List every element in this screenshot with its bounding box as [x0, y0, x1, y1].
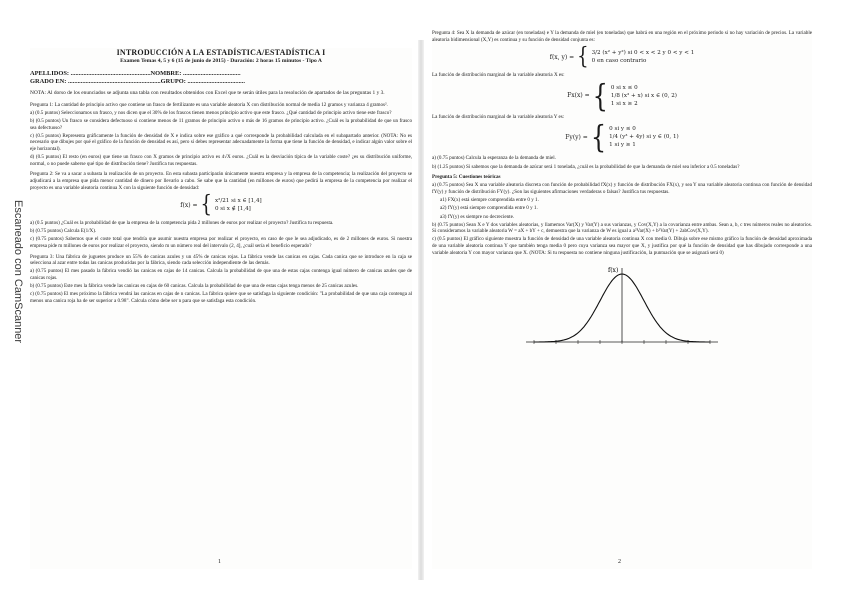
question-3c: c) (0.75 puntos) El mes próximo la fábrica vendrá las canicas en cajas de n canicas. La fábrica quiere que se satisfaga la siguiente condición: "La probabilidad de que una caja contenga al menos una canica roja ha de ser superior a 0.98". Calcula cómo debe ser n para que se satisfaga esta condición.	[30, 291, 412, 304]
book-spine-shadow	[418, 40, 424, 580]
formula-case: 0 en caso contrario	[591, 58, 647, 65]
joint-density-formula	[432, 42, 812, 71]
formula-case: 0 si x ≤ 0	[610, 84, 638, 91]
formula-case: x²/21 si x ∈ [1,4]	[214, 198, 262, 205]
question-1c: c) (0.5 puntos) Representa gráficamente la función de densidad de X e indica sobre ese gráfico a qué corresponde la probabilidad calculada en el subapartado anterior. (NOTA: No es necesario que dibujes por qué el gráfico de la función de densidad es así, pero sí debes representar adecuadamente la forma que tiene la función de densidad, e indicar algún valor sobre el eje horizontal).	[30, 132, 412, 152]
question-5a: a) (0.75 puntos) Sea X una variable aleatoria discreta con función de probabilidad fX(x) y función de distribución FX(x), y sea Y una variable aleatoria continua con función de densidad fY(y) y función de distribución FY(y). ¿Son las siguientes afirmaciones verdaderas o falsas? Justifica tus respuestas.	[432, 182, 812, 195]
brace-symbol: {	[200, 190, 212, 219]
formula-case: 0 si y ≤ 0	[609, 126, 636, 133]
question-1-intro: Pregunta 1: La cantidad de principio activo que contiene un frasco de fertilizante es una variable aleatoria X con distribución normal de media 12 gramos y varianza 4 gramos².	[30, 101, 388, 108]
formula-lhs: Fy(y) =	[565, 133, 588, 141]
question-3-intro: Pregunta 3: Una fábrica de juguetes produce un 55% de canicas azules y un 45% de canicas rojas. La fábrica vende las canicas en cajas. Cada canica que se introduce en la caja se selecciona al azar entre todas las canicas producidas por la fábrica, siendo cada selección independiente de las demás.	[30, 253, 412, 267]
exam-page-1	[30, 48, 412, 569]
formula-cases	[611, 84, 677, 108]
question-2-intro: Pregunta 2: Se va a sacar a subasta la realización de un proyecto. En esta subasta participarán únicamente nuestra empresa y la empresa de la competencia; la realización del proyecto se adjudicará a la empresa que pida menor cantidad de dinero por llevarlo a cabo. Se sabe que la cantidad (en millones de euros) que pedirá la empresa de la competencia por realizar el proyecto es una variable aleatoria continua X con la siguiente función de densidad:	[30, 171, 412, 191]
formula-lhs: Fx(x) =	[567, 92, 590, 100]
question-5b: b) (0.75 puntos) Sean X e Y dos variables aleatorias, y llamemos Var(X) y Var(Y) a sus varianzas, y Cov(X,Y) a la covarianza entre ambas. Sean a, b, c tres números reales no aleatorios. Si consideramos la variable aleatoria W = aX + bY + c, demuestra que la varianza de W es igual a a²Var(X) + b²Var(Y) + 2abCov(X,Y).	[432, 221, 812, 235]
question-4a: a) (0.75 puntos) Calcula la esperanza de la demanda de miel.	[432, 155, 556, 162]
page-number: 1	[218, 559, 221, 565]
marginal-y-formula	[432, 119, 812, 156]
question-1b: b) (0.5 puntos) Un frasco se considera defectuoso si contiene menos de 11 gramos de principio activo o más de 16 gramos de principio activo. ¿Cuál es la probabilidad de que un frasco sea defectuoso?	[30, 117, 412, 131]
formula-case: 1 si x ≥ 2	[610, 100, 638, 107]
question-1a: a) (0.5 puntos) Seleccionamos un frasco, y nos dicen que el 30% de los frascos tienen menos principio activo que este frasco. ¿Qué cantidad de principio activo tiene este frasco?	[30, 109, 392, 116]
question-3a: a) (0.75 puntos) El mes pasado la fábrica vendió las canicas en cajas de 14 canicas. Calcula la probabilidad de que una de estas cajas contenga igual número de canicas azules que de canicas rojas.	[30, 268, 412, 282]
formula-lhs: f(x) =	[180, 201, 198, 209]
density-graph	[522, 262, 722, 354]
graph-y-label: f(x)	[608, 267, 619, 275]
formula-case: 3/2 (x² + y²) si 0 < x < 2 y 0 < y < 1	[591, 50, 695, 57]
question-5c: c) (0.5 puntos) El gráfico siguiente muestra la función de densidad de una variable aleatoria continua X con media 0. Dibuja sobre ese mismo gráfico la función de densidad aproximada de una variable aleatoria continua Y que también tenga media 0 pero cuya varianza sea mayor que X, y justifica por qué la función de densidad que has dibujado corresponde a una variable aleatoria Y con mayor varianza que X. (NOTA: Si tu respuesta no contiene ninguna justificación, la puntuación que se asignará será 0)	[432, 236, 812, 256]
question-2b: b) (0.75 puntos) Calcula E(1/X).	[30, 228, 97, 235]
brace-symbol: {	[577, 42, 589, 71]
question-1d: d) (0.5 puntos) El resto (en euros) que tiene un frasco con X gramos de principio activo es 4√X euros. ¿Cuál es la desviación típica de la variable coste? ¿es su distribución uniforme, normal, o no puede saberse qué tipo de distribución tiene? Justifica tus respuestas.	[30, 154, 412, 167]
page-number: 2	[618, 559, 621, 565]
question-5-intro: Pregunta 5: Cuestiones teóricas	[432, 174, 501, 181]
marginal-y-intro: La función de distribución marginal de la variable aleatoria Y es:	[432, 113, 565, 120]
exam-title: INTRODUCCIÓN A LA ESTADÍSTICA/ESTADÍSTICA I	[116, 48, 326, 57]
exam-subtitle: Examen Temas 4, 5 y 6 (15 de junio de 2015) - Duración: 2 horas 15 minutos - Tipo A	[120, 58, 322, 64]
question-5a3: a3) fY(y) es siempre no decreciente.	[440, 213, 515, 220]
formula-case: 1/8 (x³ + x) si x ∈ (0, 2)	[610, 92, 677, 99]
question-5a1: a1) FX(x) está siempre comprendida entre 0 y 1.	[440, 197, 539, 204]
density-formula-q2	[30, 190, 412, 219]
brace-symbol: {	[592, 77, 608, 114]
question-5a2: a2) fY(y) está siempre comprendida entre 0 y 1.	[440, 205, 538, 212]
question-2c: c) (0.75 puntos) Sabemos que el coste total que tendría que asumir nuestra empresa por realizar el proyecto, en caso de que le sea adjudicado, es de 2 millones de euros. Si nuestra empresa pide m millones de euros por realizar el proyecto, siendo m un número real del intervalo (2, 4], ¿cuál sería el beneficio esperado?	[30, 236, 412, 250]
question-4-intro: Pregunta 4: Sea X la demanda de azúcar (en toneladas) e Y la demanda de miel (en toneladas) que habrá en una región en el próximo periodo si no hay variación de precios. La variable aleatoria bidimensional (X,Y) es continua y su función de densidad conjunta es:	[432, 30, 812, 43]
exam-note: NOTA: Al dorso de los enunciados se adjunta una tabla con resultados obtenidos con Excel que te serán útiles para la resolución de apartados de las preguntas 1 y 3.	[30, 90, 385, 96]
brace-symbol: {	[590, 119, 607, 156]
question-4b: b) (1.25 puntos) Si sabemos que la demanda de azúcar será 1 tonelada, ¿cuál es la probabilidad de que la demanda de miel sea inferior a 0.5 toneladas?	[432, 163, 740, 170]
formula-case: 0 si x ∉ [1,4]	[214, 206, 251, 213]
marginal-x-intro: La función de distribución marginal de la variable aleatoria X es:	[432, 72, 565, 79]
formula-case: 1 si y ≥ 1	[609, 142, 636, 149]
question-3b: b) (0.75 puntos) Este mes la fábrica vende las canicas en cajas de 60 canicas. Calcula la probabilidad de que una de estas cajas tenga menos de 25 canicas azules.	[30, 283, 359, 290]
marginal-x-formula	[432, 77, 812, 114]
formula-lhs: f(x, y) =	[549, 53, 575, 61]
watermark-text: Escaneado con CamScanner	[12, 200, 24, 344]
formula-cases	[609, 125, 679, 149]
formula-cases	[215, 197, 262, 213]
exam-page-2	[432, 30, 812, 569]
grado-field: GRADO EN: ..........................................................GRUPO: ....................................	[30, 78, 245, 85]
question-2a: a) (0.5 puntos) ¿Cuál es la probabilidad de que la empresa de la competencia pida 2 millones de euros por realizar el proyecto? Justifica tu respuesta.	[30, 220, 334, 227]
formula-case: 1/4 (y³ + 4y) si y ∈ (0, 1)	[609, 134, 679, 141]
formula-cases	[592, 49, 695, 65]
apellidos-field: APELLIDOS: ..................................................NOMBRE: ....................................	[30, 70, 241, 77]
